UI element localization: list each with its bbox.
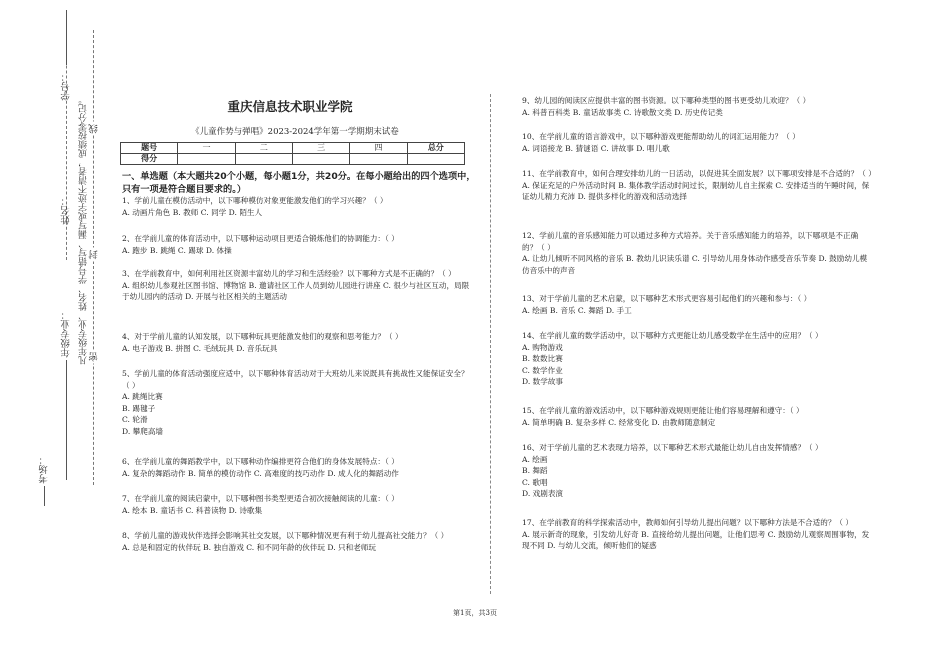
question-option: B. 数数比赛 [522,354,563,363]
question-option: A. 跳绳比赛 [122,392,163,401]
question-option: A. 复杂的舞蹈动作 B. 简单的模仿动作 C. 高难度的技巧动作 D. 成人化的舞蹈动作 [122,468,399,478]
question-11 [522,168,876,203]
question-option: A. 简单明确 B. 复杂多样 C. 经常变化 D. 由教师随意制定 [522,417,716,427]
question-12 [522,230,872,276]
section-1-title: 一、单选题（本大题共20个小题，每小题1分，共20分。在每小题给出的四个选项中，只有一项是符合题目要求的。） [122,171,476,195]
question-stem: 1、学前儿童在模仿活动中，以下哪种模仿对象更能激发他们的学习兴趣？（ ） [122,196,388,205]
score-cell[interactable] [235,154,292,165]
score-table-score-row [121,154,465,165]
question-1 [122,195,472,218]
question-2 [122,233,472,256]
student-id-label: 学号： [61,72,72,101]
question-stem: 6、在学前儿童的舞蹈教学中，以下哪种动作编排更符合他们的身体发展特点：（ ） [122,457,399,466]
question-17 [522,517,872,552]
question-option: C. 歌唱 [522,477,548,487]
question-5 [122,368,472,437]
question-stem: 2、在学前儿童的体育活动中，以下哪种运动项目更适合锻炼他们的协调能力：（ ） [122,234,399,243]
question-4 [122,331,472,354]
question-stem: 11、在学前教育中，如何合理安排幼儿的一日活动，以促进其全面发展？以下哪项安排是不合适的？（ ） [522,169,876,178]
score-cell[interactable] [407,154,464,165]
question-16 [522,442,872,500]
score-header-cell: 总分 [407,143,464,154]
question-option: A. 绘画 [522,454,548,464]
question-stem: 7、在学前儿童的阅读启蒙中，以下哪种图书类型更适合初次接触阅读的儿童：（ ） [122,494,399,503]
score-header-cell: 三 [292,143,349,154]
question-option: B. 踢毽子 [122,403,156,413]
score-cell[interactable] [178,154,235,165]
question-option: C. 轮滑 [122,415,148,424]
question-option: A. 保证充足的户外活动时间 B. 集体教学活动时间过长，限制幼儿自主探索 C. 安排适当的午睡时间，保证幼儿精力充沛 D. 提供多样化的游戏和活动选择 [522,180,870,201]
question-option: A. 绘本 B. 童话书 C. 科普读物 D. 诗歌集 [122,505,263,515]
question-stem: 15、在学前儿童的游戏活动中，以下哪种游戏规则更能让他们容易理解和遵守：（ ） [522,406,804,415]
question-stem: 8、学前儿童的游戏伙伴选择会影响其社交发展，以下哪种情况更有利于幼儿提高社交能力？（ ） [122,531,449,540]
question-15 [522,405,872,428]
seal-char-feng: 封 [89,250,100,260]
question-option: B. 舞蹈 [522,466,548,475]
question-9 [522,95,872,118]
binding-notice: 凡年级专业、姓名、学号错写、漏写或字迹不清者，成绩按零分记。 [79,95,89,365]
question-option: A. 绘画 B. 音乐 C. 舞蹈 D. 手工 [522,305,632,315]
score-cell[interactable] [350,154,407,165]
question-option: A. 展示新奇的现象，引发幼儿好奇 B. 直接给幼儿提出问题，让他们思考 C. 鼓励幼儿观察周围事物，发现不同 D. 与幼儿交流，倾听他们的疑惑 [522,529,870,550]
class-underline [66,360,67,480]
exam-room-label: 考场： [39,455,50,484]
question-stem: 14、在学前儿童的数学活动中，以下哪种方式更能让幼儿感受数学在生活中的应用？（ ） [522,331,823,340]
name-label: 姓名： [61,196,72,225]
question-option: D. 戏剧表演 [522,489,564,498]
question-option: A. 动画片角色 B. 教师 C. 同学 D. 陌生人 [122,207,263,217]
question-stem: 13、对于学前儿童的艺术启蒙，以下哪种艺术形式更容易引起他们的兴趣和参与：（ ） [522,294,812,303]
question-option: C. 数学作业 [522,365,563,375]
question-stem: 10、在学前儿童的语言游戏中，以下哪种游戏更能帮助幼儿的词汇运用能力？（ ） [522,132,800,141]
score-table-header-row [121,143,465,154]
exam-title: 《儿童作势与弹唱》2023-2024学年第一学期期末试卷 [191,127,399,137]
column-divider [490,94,491,594]
score-header-cell: 四 [350,143,407,154]
question-14 [522,330,872,388]
question-option: D. 攀爬高墙 [122,426,164,436]
question-option: D. 数学故事 [522,377,564,386]
question-stem: 16、对于学前儿童的艺术表现力培养，以下哪种艺术形式最能让幼儿自由发挥情感？（ ） [522,443,823,452]
score-header-cell: 一 [178,143,235,154]
question-3 [122,268,472,303]
question-option: A. 词语接龙 B. 猜谜语 C. 讲故事 D. 唱儿歌 [522,143,670,153]
question-13 [522,293,872,316]
question-option: A. 组织幼儿参观社区图书馆、博物馆 B. 邀请社区工作人员到幼儿园进行讲座 C. 很少与社区互动，局限于幼儿园内的活动 D. 开展与社区相关的主题活动 [122,280,470,301]
seal-char-xian: 线 [89,124,100,134]
question-stem: 4、对于学前儿童的认知发展，以下哪种玩具更能激发他们的观察和思考能力？（ ） [122,332,403,341]
school-name: 重庆信息技术职业学院 [227,99,353,114]
question-option: A. 电子游戏 B. 拼图 C. 毛绒玩具 D. 音乐玩具 [122,343,278,353]
question-stem: 17、在学前教育的科学探索活动中，教师如何引导幼儿提出问题？以下哪种方法是不合适的？（ ） [522,518,854,527]
score-table [120,142,465,165]
question-stem: 5、学前儿童的体育活动强度应适中，以下哪种体育活动对于大班幼儿来说既具有挑战性又能保证安全？（ ） [122,369,469,390]
question-7 [122,493,472,516]
question-stem: 9、幼儿园的阅读区应提供丰富的图书资源。以下哪种类型的图书更受幼儿欢迎？（ ） [522,96,811,105]
question-stem: 3、在学前教育中，如何利用社区资源丰富幼儿的学习和生活经验？以下哪种方式是不正确的？（ ） [122,269,456,278]
question-8 [122,530,472,553]
question-10 [522,131,872,154]
question-option: A. 跑步 B. 跳绳 C. 踢球 D. 体操 [122,245,232,255]
question-stem: 12、学前儿童的音乐感知能力可以通过多种方式培养。关于音乐感知能力的培养，以下哪项是不正确的？（ ） [522,231,859,252]
student-id-underline [66,10,67,65]
question-option: A. 购物游戏 [522,342,563,352]
score-header-cell: 二 [235,143,292,154]
question-6 [122,456,472,479]
score-cell[interactable] [292,154,349,165]
seal-char-mi: 密 [89,352,100,362]
question-option: A. 总是和固定的伙伴玩 B. 独自游戏 C. 和不同年龄的伙伴玩 D. 只和老师玩 [122,542,377,552]
exam-room-underline [44,486,45,506]
score-row-label: 得分 [121,154,178,165]
class-label: 年级专业： [61,310,72,358]
score-header-cell: 题号 [121,143,178,154]
question-option: A. 让幼儿倾听不同风格的音乐 B. 教幼儿识读乐谱 C. 引导幼儿用身体动作感受音乐节奏 D. 鼓励幼儿模仿音乐中的声音 [522,254,868,275]
page-footer: 第1页，共3页 [453,609,497,617]
question-option: A. 科普百科类 B. 童话故事类 C. 诗歌散文类 D. 历史传记类 [522,107,723,117]
